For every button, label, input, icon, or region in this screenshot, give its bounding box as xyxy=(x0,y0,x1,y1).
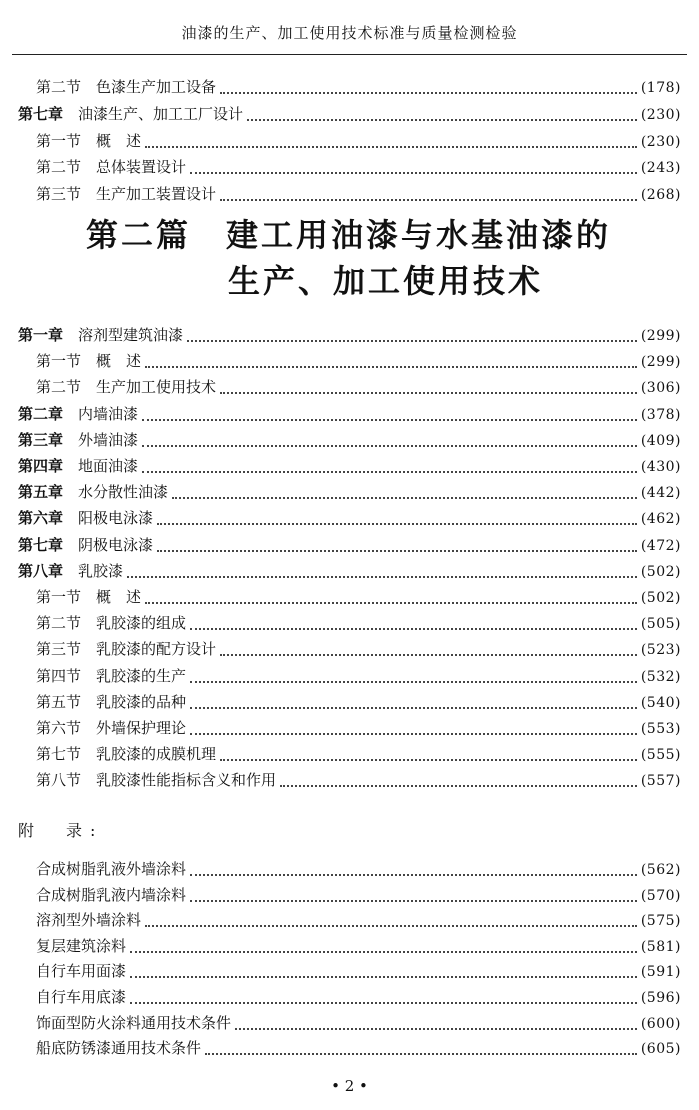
toc-section-entry xyxy=(36,743,681,765)
toc-entry-title: 生产加工装置设计 xyxy=(96,185,217,203)
toc-entry-title: 内墙油漆 xyxy=(78,404,139,423)
toc-entry-title: 总体装置设计 xyxy=(96,158,187,176)
toc-entry-page: (378) xyxy=(640,406,681,423)
toc-entry-title: 乳胶漆 xyxy=(78,561,124,580)
toc-entry-label: 第八章 xyxy=(18,561,64,580)
toc-appendix-entry xyxy=(36,858,681,880)
toc-entry-title: 生产加工使用技术 xyxy=(96,378,217,397)
toc-entry-label: 第三章 xyxy=(18,430,64,449)
toc-entry-page: (505) xyxy=(640,616,681,633)
toc-entry-page: (600) xyxy=(640,1015,681,1032)
dot-leader xyxy=(142,445,637,447)
dot-leader xyxy=(220,759,637,761)
toc-entry-page: (575) xyxy=(640,913,681,930)
toc-entry-title: 概 述 xyxy=(96,352,142,371)
toc-appendix-entry xyxy=(36,935,681,957)
toc-entry-page: (409) xyxy=(640,432,681,449)
toc-entry-title: 乳胶漆的品种 xyxy=(96,692,187,711)
toc-section-entry xyxy=(36,183,681,205)
toc-section-entry xyxy=(36,350,681,372)
dot-leader xyxy=(220,199,637,201)
toc-entry-title: 乳胶漆的生产 xyxy=(96,666,187,685)
toc-chapter-entry xyxy=(18,560,681,582)
dot-leader xyxy=(190,628,637,630)
toc-entry-page: (472) xyxy=(640,537,681,554)
toc-entry-page: (591) xyxy=(640,964,681,981)
toc-entry-page: (570) xyxy=(640,887,681,904)
toc-entry-page: (430) xyxy=(640,459,681,475)
toc-entry-label: 第一章 xyxy=(18,326,64,344)
toc-entry-page: (268) xyxy=(640,187,681,203)
dot-leader xyxy=(190,681,637,683)
dot-leader xyxy=(130,976,637,978)
toc-section-entry xyxy=(36,665,681,687)
toc-entry-title: 饰面型防火涂料通用技术条件 xyxy=(36,1013,232,1032)
toc-entry-title: 地面油漆 xyxy=(78,457,139,475)
dot-leader xyxy=(142,419,637,421)
part-heading-line1: 第二篇 建工用油漆与水基油漆的 xyxy=(86,216,612,254)
toc-entry-page: (299) xyxy=(640,328,681,344)
toc-entry-page: (178) xyxy=(640,80,681,96)
toc-entry-label: 第二章 xyxy=(18,404,64,423)
toc-entry-title: 合成树脂乳液外墙涂料 xyxy=(36,860,187,878)
toc-entry-page: (306) xyxy=(640,380,681,397)
toc-appendix-entry xyxy=(36,1037,681,1059)
toc-entry-page: (230) xyxy=(640,107,681,123)
toc-entry-title: 水分散性油漆 xyxy=(78,483,169,502)
dot-leader xyxy=(130,1002,637,1004)
toc-section-entry xyxy=(36,691,681,713)
dot-leader xyxy=(145,925,637,927)
part-heading-line2: 生产、加工使用技术 xyxy=(228,262,544,300)
dot-leader xyxy=(130,951,637,953)
toc-section-entry xyxy=(36,156,681,178)
dot-leader xyxy=(145,146,637,148)
toc-entry-title: 船底防锈漆通用技术条件 xyxy=(36,1039,202,1058)
toc-chapter-entry xyxy=(18,403,681,425)
toc-section-entry xyxy=(36,717,681,739)
toc-entry-title: 阳极电泳漆 xyxy=(78,509,154,528)
toc-entry-title: 阴极电泳漆 xyxy=(78,535,154,554)
toc-chapter-entry xyxy=(18,455,681,477)
toc-entry-label: 第四节 xyxy=(36,666,82,685)
toc-entry-label: 第一节 xyxy=(36,588,82,606)
toc-entry-title: 外墙油漆 xyxy=(78,430,139,449)
toc-appendix-entry xyxy=(36,960,681,982)
dot-leader xyxy=(220,654,637,656)
toc-entry-label: 第六章 xyxy=(18,509,64,528)
toc-entry-label: 第一节 xyxy=(36,352,82,371)
toc-entry-label: 第六节 xyxy=(36,719,82,737)
toc-chapter-entry xyxy=(18,429,681,451)
dot-leader xyxy=(145,366,637,368)
toc-entry-page: (581) xyxy=(640,938,681,955)
dot-leader xyxy=(190,733,637,735)
toc-entry-title: 外墙保护理论 xyxy=(96,719,187,737)
dot-leader xyxy=(187,340,637,342)
toc-appendix-entry xyxy=(36,986,681,1008)
dot-leader xyxy=(235,1028,637,1030)
dot-leader xyxy=(172,497,637,499)
dot-leader xyxy=(220,92,637,94)
toc-entry-page: (442) xyxy=(640,485,681,502)
toc-entry-page: (605) xyxy=(640,1041,681,1058)
toc-section-entry xyxy=(36,586,681,608)
toc-appendix-entry xyxy=(36,909,681,931)
toc-entry-page: (555) xyxy=(640,747,681,764)
dot-leader xyxy=(220,392,637,394)
toc-entry-label: 第七章 xyxy=(18,535,64,554)
running-header xyxy=(0,0,699,56)
appendix-label: 附 录: xyxy=(18,821,104,840)
toc-entry-title: 概 述 xyxy=(96,588,142,606)
toc-entry-page: (532) xyxy=(640,668,681,685)
toc-entry-page: (462) xyxy=(640,511,681,528)
toc-entry-title: 乳胶漆的成膜机理 xyxy=(96,745,217,764)
toc-entry-label: 第二节 xyxy=(36,614,82,633)
toc-entry-label: 第二节 xyxy=(36,378,82,397)
toc-entry-page: (540) xyxy=(640,694,681,711)
toc-entry-label: 第二节 xyxy=(36,158,82,176)
toc-entry-label: 第四章 xyxy=(18,457,64,475)
toc-entry-label: 第七节 xyxy=(36,745,82,764)
toc-section-entry xyxy=(36,638,681,660)
toc-entry-label: 第八节 xyxy=(36,771,82,790)
dot-leader xyxy=(247,119,637,121)
toc-appendix-entry xyxy=(36,1012,681,1034)
toc-entry-title: 概 述 xyxy=(96,132,142,150)
toc-entry-label: 第三节 xyxy=(36,185,82,203)
toc-entry-label: 第七章 xyxy=(18,105,64,123)
toc-entry-title: 乳胶漆性能指标含义和作用 xyxy=(96,771,277,790)
page-number: • 2 • xyxy=(331,1077,368,1095)
toc-entry-title: 色漆生产加工设备 xyxy=(96,78,217,96)
toc-entry-page: (523) xyxy=(640,642,681,659)
dot-leader xyxy=(145,602,637,604)
toc-entry-label: 第一节 xyxy=(36,132,82,150)
toc-entry-page: (230) xyxy=(640,134,681,150)
toc-entry-page: (557) xyxy=(640,773,681,790)
toc-entry-label: 第三节 xyxy=(36,640,82,659)
toc-entry-title: 自行车用底漆 xyxy=(36,988,127,1006)
dot-leader xyxy=(280,785,637,787)
toc-entry-title: 油漆生产、加工工厂设计 xyxy=(78,105,244,123)
toc-entry-page: (299) xyxy=(640,354,681,371)
toc-section-entry xyxy=(36,76,681,98)
toc-section-entry xyxy=(36,130,681,152)
toc-entry-title: 溶剂型外墙涂料 xyxy=(36,911,142,930)
toc-entry-title: 溶剂型建筑油漆 xyxy=(78,326,184,344)
toc-chapter-entry xyxy=(18,507,681,529)
toc-entry-page: (596) xyxy=(640,990,681,1006)
toc-entry-page: (562) xyxy=(640,862,681,878)
header-title: 油漆的生产、加工使用技术标准与质量检测检验 xyxy=(181,24,518,42)
toc-appendix-entry xyxy=(36,884,681,906)
dot-leader xyxy=(205,1053,637,1055)
dot-leader xyxy=(127,576,637,578)
toc-chapter-entry xyxy=(18,534,681,556)
header-rule xyxy=(12,54,687,55)
dot-leader xyxy=(157,550,637,552)
toc-entry-title: 自行车用面漆 xyxy=(36,962,127,981)
dot-leader xyxy=(157,523,637,525)
toc-chapter-entry xyxy=(18,481,681,503)
toc-entry-title: 乳胶漆的配方设计 xyxy=(96,640,217,659)
dot-leader xyxy=(190,172,637,174)
dot-leader xyxy=(190,707,637,709)
toc-chapter-entry xyxy=(18,103,681,125)
toc-entry-label: 第二节 xyxy=(36,78,82,96)
toc-entry-title: 复层建筑涂料 xyxy=(36,936,127,955)
toc-entry-page: (243) xyxy=(640,160,681,176)
dot-leader xyxy=(190,900,637,902)
toc-entry-page: (553) xyxy=(640,721,681,737)
dot-leader xyxy=(190,874,637,876)
toc-section-entry xyxy=(36,376,681,398)
toc-entry-label: 第五章 xyxy=(18,483,64,502)
toc-section-entry xyxy=(36,769,681,791)
toc-chapter-entry xyxy=(18,324,681,346)
toc-entry-title: 合成树脂乳液内墙涂料 xyxy=(36,885,187,904)
toc-entry-label: 第五节 xyxy=(36,692,82,711)
toc-section-entry xyxy=(36,612,681,634)
toc-entry-title: 乳胶漆的组成 xyxy=(96,614,187,633)
dot-leader xyxy=(142,471,637,473)
toc-entry-page: (502) xyxy=(640,590,681,606)
toc-entry-page: (502) xyxy=(640,563,681,580)
